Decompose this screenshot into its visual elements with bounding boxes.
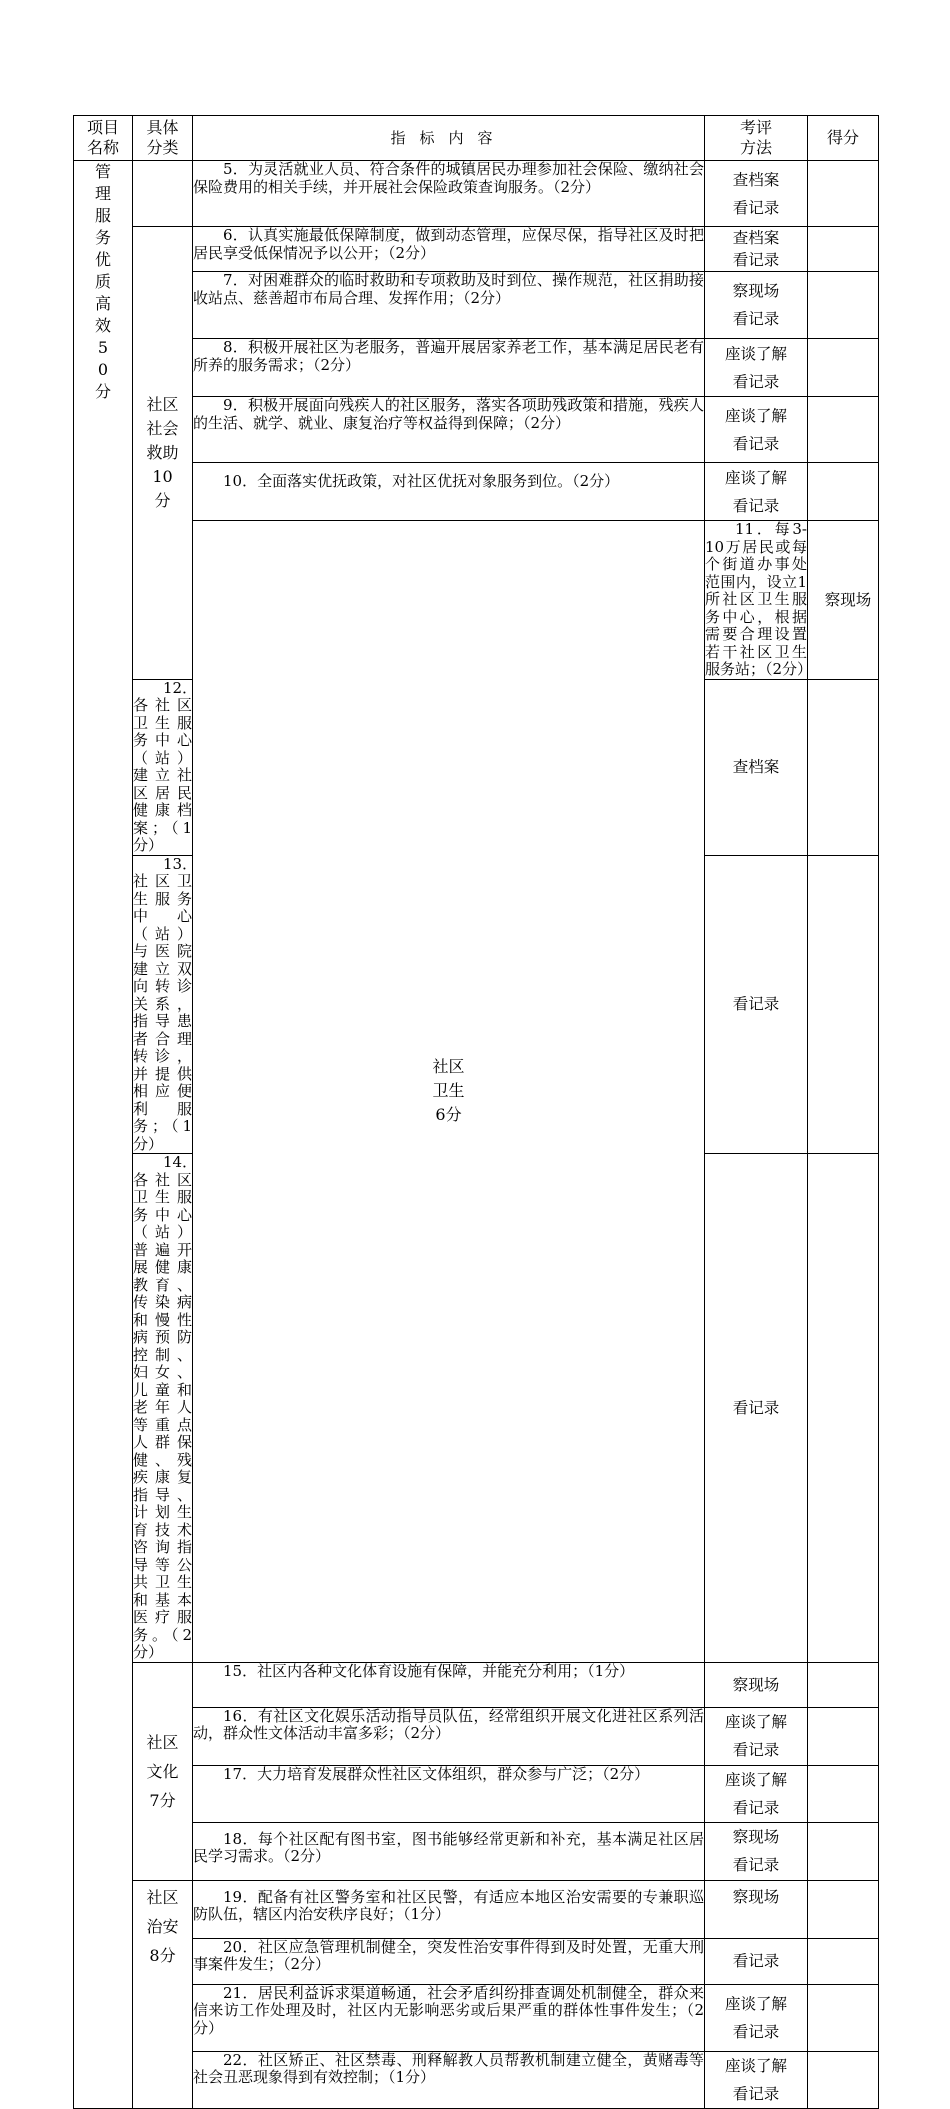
score-cell [808, 679, 879, 855]
category-culture: 社区文化7分 [133, 1662, 193, 1880]
indicator-content: 8．积极开展社区为老服务，普遍开展居家养老工作，基本满足居民老有所养的服务需求；（2分） [193, 339, 705, 397]
header-project: 项目名称 [74, 116, 133, 161]
score-cell [808, 1822, 879, 1880]
indicator-content: 11．每3-10万居民或每个街道办事处范围内，设立1所社区卫生服务中心，根据需要合理设置若干社区卫生服务站；（2分） [705, 520, 813, 678]
indicator-content: 18．每个社区配有图书室，图书能够经常更新和补充，基本满足社区居民学习需求。（2分） [193, 1822, 705, 1880]
table-row [74, 272, 879, 339]
evaluation-method: 座谈了解 看记录 [705, 463, 808, 521]
table-row [74, 1662, 879, 1707]
evaluation-method: 座谈了解 看记录 [705, 397, 808, 463]
evaluation-method: 察现场 [808, 521, 879, 680]
table-row [74, 397, 879, 463]
table-row [74, 339, 879, 397]
score-cell [808, 161, 879, 227]
category-blank [133, 161, 193, 227]
evaluation-method: 座谈了解 看记录 [705, 339, 808, 397]
evaluation-method: 察现场 [705, 1880, 808, 1938]
table-row [74, 161, 879, 227]
category-security: 社区治安8分 [133, 1880, 193, 2108]
table-row [74, 227, 879, 272]
indicator-content: 9．积极开展面向残疾人的社区服务，落实各项助残政策和措施，残疾人的生活、就学、就业、康复治疗等权益得到保障；（2分） [193, 397, 705, 463]
indicator-content: 5．为灵活就业人员、符合条件的城镇居民办理参加社会保险、缴纳社会保险费用的相关手续，并开展社会保险政策查询服务。（2分） [193, 161, 705, 227]
evaluation-method: 座谈了解 看记录 [705, 1984, 808, 2051]
project-cell: 管理服务优质高效50分 [74, 161, 133, 2109]
evaluation-method: 看记录 [705, 855, 808, 1154]
evaluation-method: 察现场 看记录 [705, 272, 808, 339]
score-cell [808, 1984, 879, 2051]
evaluation-method: 看记录 [705, 1154, 808, 1663]
table-row [74, 1707, 879, 1765]
evaluation-method: 察现场 看记录 [705, 1822, 808, 1880]
table-row [74, 1938, 879, 1984]
indicator-content: 7．对困难群众的临时救助和专项救助及时到位、操作规范，社区捐助接收站点、慈善超市布局合理、发挥作用；（2分） [193, 272, 705, 339]
score-cell [808, 1707, 879, 1765]
indicator-content: 12．各社区卫生服务中心（站）建立社区居民健康档案；（1分） [133, 678, 198, 854]
header-row [74, 116, 879, 161]
header-category: 具体分类 [133, 116, 193, 161]
score-cell [808, 272, 879, 339]
indicator-content: 16．有社区文化娱乐活动指导员队伍，经常组织开展文化进社区系列活动，群众性文体活动丰富多彩；（2分） [193, 1707, 705, 1765]
score-cell [808, 397, 879, 463]
indicator-content: 14．各社区卫生服务中心（站）普遍开展健康教育、传染病和慢性病预防控制、妇女、儿童和老年人等重点人群保健、残疾康复指导、计划生育技术咨询指导等公共卫生和基本医疗服务。（2分） [133, 1153, 198, 1661]
score-cell [808, 1880, 879, 1938]
indicator-content: 20．社区应急管理机制健全，突发性治安事件得到及时处置，无重大刑事案件发生；（2分） [193, 1938, 705, 1984]
score-cell [808, 1662, 879, 1707]
table-row [74, 1984, 879, 2051]
indicator-content: 19．配备有社区警务室和社区民警，有适应本地区治安需要的专兼职巡防队伍，辖区内治安秩序良好；（1分） [193, 1880, 705, 1938]
indicator-content: 10．全面落实优抚政策，对社区优抚对象服务到位。（2分） [193, 463, 705, 521]
header-content: 指标内容 [193, 116, 705, 161]
indicator-content: 15．社区内各种文化体育设施有保障，并能充分利用；（1分） [193, 1662, 705, 1707]
header-score: 得分 [808, 116, 879, 161]
evaluation-method: 座谈了解 看记录 [705, 2051, 808, 2108]
table-row [74, 463, 879, 521]
score-cell [808, 1154, 879, 1663]
indicator-content: 17．大力培育发展群众性社区文体组织，群众参与广泛；（2分） [193, 1765, 705, 1822]
score-cell [808, 1938, 879, 1984]
table-row [74, 1765, 879, 1822]
category-rescue: 社区社会救助10分 [133, 227, 193, 680]
score-cell [808, 227, 879, 272]
evaluation-method: 查档案 看记录 [705, 161, 808, 227]
score-cell [808, 463, 879, 521]
evaluation-method: 查档案 看记录 [705, 227, 808, 272]
evaluation-method: 座谈了解 看记录 [705, 1707, 808, 1765]
table-row [74, 521, 879, 680]
score-cell [808, 855, 879, 1154]
indicator-content: 22．社区矫正、社区禁毒、刑释解教人员帮教机制建立健全，黄赌毒等社会丑恶现象得到有效控制；（1分） [193, 2051, 705, 2108]
score-cell [808, 339, 879, 397]
evaluation-method: 看记录 [705, 1938, 808, 1984]
evaluation-method: 察现场 [705, 1662, 808, 1707]
evaluation-table [73, 115, 879, 2109]
score-cell [808, 2051, 879, 2108]
table-row [74, 2051, 879, 2108]
table-row [74, 1822, 879, 1880]
indicator-content: 6．认真实施最低保障制度，做到动态管理，应保尽保，指导社区及时把居民享受低保情况予以公开；（2分） [193, 227, 705, 272]
header-method: 考评方法 [705, 116, 808, 161]
indicator-content: 13．社区卫生服务中心（站）与医院建立双向转诊关系，指导患者合理转诊，并提供相应便利服务；（1分） [133, 854, 198, 1153]
category-health: 社区卫生6分 [193, 521, 705, 1663]
table-row [74, 1880, 879, 1938]
evaluation-method: 座谈了解 看记录 [705, 1765, 808, 1822]
score-cell [808, 1765, 879, 1822]
evaluation-method: 查档案 [705, 679, 808, 855]
indicator-content: 21．居民利益诉求渠道畅通，社会矛盾纠纷排查调处机制健全，群众来信来访工作处理及时，社区内无影响恶劣或后果严重的群体性事件发生；（2分） [193, 1984, 705, 2051]
